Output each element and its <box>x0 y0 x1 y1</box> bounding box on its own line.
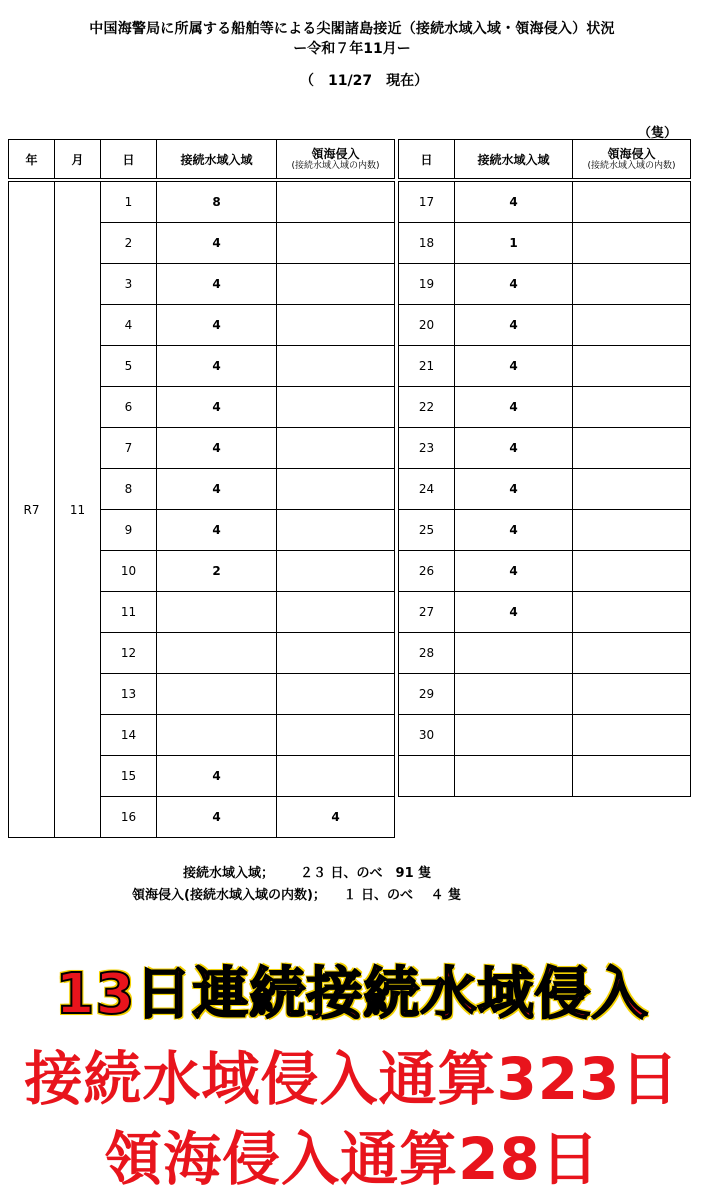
banner-territorial-total: 領海侵入通算28日 <box>104 1125 600 1193</box>
territorial-cell <box>277 387 395 428</box>
table-row <box>399 715 691 756</box>
contiguous-cell: 4 <box>455 592 573 633</box>
summary-contiguous-label: 接続水域入域； <box>183 866 275 881</box>
header-contiguous: 接続水域入域 <box>157 140 277 179</box>
contiguous-cell <box>455 674 573 715</box>
day-cell: 4 <box>101 305 157 346</box>
day-cell: 22 <box>399 387 455 428</box>
contiguous-cell: 4 <box>455 428 573 469</box>
territorial-cell <box>573 510 691 551</box>
day-cell: 9 <box>101 510 157 551</box>
territorial-cell <box>277 633 395 674</box>
contiguous-cell: 4 <box>157 387 277 428</box>
month-cell: 11 <box>55 182 101 838</box>
table-row <box>399 264 691 305</box>
summary-contiguous-value: ２３ 日、のべ 91 隻 <box>300 866 432 881</box>
day-cell: 26 <box>399 551 455 592</box>
header-territorial-main: 領海侵入 <box>311 146 360 161</box>
day-cell <box>399 756 455 797</box>
contiguous-cell: 4 <box>157 305 277 346</box>
contiguous-cell: 4 <box>455 305 573 346</box>
territorial-cell <box>573 223 691 264</box>
header-territorial-sub-right: (接続水域入域の内数) <box>587 160 676 171</box>
day-cell: 27 <box>399 592 455 633</box>
contiguous-cell <box>157 674 277 715</box>
table-row <box>399 305 691 346</box>
territorial-cell <box>573 551 691 592</box>
table-row <box>9 182 395 223</box>
territorial-cell <box>277 428 395 469</box>
contiguous-cell: 1 <box>455 223 573 264</box>
document-title: 中国海警局に所属する船舶等による尖閣諸島接近（接続水域入域・領海侵入）状況 <box>89 21 615 37</box>
day-cell: 11 <box>101 592 157 633</box>
header-territorial-sub: (接続水域入域の内数) <box>291 160 380 171</box>
territorial-cell <box>573 756 691 797</box>
table-row <box>399 469 691 510</box>
as-of-date: （ 11/27 現在） <box>300 73 429 89</box>
territorial-cell <box>573 592 691 633</box>
table-row <box>399 428 691 469</box>
table-row <box>399 346 691 387</box>
territorial-cell <box>277 264 395 305</box>
day-cell: 18 <box>399 223 455 264</box>
day-cell: 17 <box>399 182 455 223</box>
day-cell: 29 <box>399 674 455 715</box>
contiguous-cell: 4 <box>455 346 573 387</box>
contiguous-cell <box>157 715 277 756</box>
territorial-cell <box>277 592 395 633</box>
day-cell: 7 <box>101 428 157 469</box>
contiguous-cell: 4 <box>455 469 573 510</box>
day-cell: 30 <box>399 715 455 756</box>
table-row <box>399 510 691 551</box>
banner-consecutive-days: 13日連続接続水域侵入 <box>55 962 649 1027</box>
table-row <box>399 592 691 633</box>
day-cell: 13 <box>101 674 157 715</box>
contiguous-cell: 8 <box>157 182 277 223</box>
contiguous-cell: 4 <box>455 264 573 305</box>
contiguous-cell: 4 <box>157 510 277 551</box>
contiguous-cell <box>157 633 277 674</box>
territorial-cell <box>573 387 691 428</box>
day-cell: 21 <box>399 346 455 387</box>
right-data-table <box>398 139 691 797</box>
banner-contiguous-total: 接続水域侵入通算323日 <box>24 1045 680 1113</box>
territorial-cell <box>277 756 395 797</box>
table-row <box>399 182 691 223</box>
day-cell: 28 <box>399 633 455 674</box>
header-territorial <box>277 140 395 179</box>
day-cell: 2 <box>101 223 157 264</box>
territorial-cell <box>573 305 691 346</box>
day-cell: 8 <box>101 469 157 510</box>
contiguous-cell: 4 <box>455 551 573 592</box>
table-row <box>399 674 691 715</box>
day-cell: 10 <box>101 551 157 592</box>
left-header-row <box>9 140 395 179</box>
year-cell: R7 <box>9 182 55 838</box>
table-row <box>399 387 691 428</box>
day-cell: 14 <box>101 715 157 756</box>
contiguous-cell: 4 <box>157 346 277 387</box>
territorial-cell <box>277 346 395 387</box>
territorial-cell <box>277 551 395 592</box>
territorial-cell <box>573 633 691 674</box>
contiguous-cell: 4 <box>157 223 277 264</box>
header-day: 日 <box>101 140 157 179</box>
day-cell: 16 <box>101 797 157 838</box>
day-cell: 6 <box>101 387 157 428</box>
territorial-cell <box>573 469 691 510</box>
contiguous-cell <box>157 592 277 633</box>
summary-territorial-value: １ 日、のべ ４ 隻 <box>343 888 461 903</box>
territorial-cell <box>277 715 395 756</box>
contiguous-cell: 2 <box>157 551 277 592</box>
contiguous-cell: 4 <box>157 428 277 469</box>
contiguous-cell: 4 <box>455 182 573 223</box>
table-row <box>399 223 691 264</box>
day-cell: 12 <box>101 633 157 674</box>
right-header-row <box>399 140 691 179</box>
table-row <box>399 633 691 674</box>
right-table-body <box>399 182 691 797</box>
contiguous-cell: 4 <box>157 756 277 797</box>
left-table-body <box>9 182 395 838</box>
day-cell: 24 <box>399 469 455 510</box>
document-subtitle: ー令和７年11月ー <box>293 41 411 57</box>
summary-contiguous <box>183 862 704 881</box>
territorial-cell <box>277 305 395 346</box>
header-month: 月 <box>55 140 101 179</box>
header-contiguous-right: 接続水域入域 <box>455 140 573 179</box>
day-cell: 19 <box>399 264 455 305</box>
contiguous-cell: 4 <box>455 387 573 428</box>
header-day-right: 日 <box>399 140 455 179</box>
contiguous-cell <box>455 633 573 674</box>
header-year: 年 <box>9 140 55 179</box>
header-territorial-main-right: 領海侵入 <box>607 146 656 161</box>
contiguous-cell <box>455 756 573 797</box>
territorial-cell <box>573 428 691 469</box>
territorial-cell <box>277 182 395 223</box>
day-cell: 3 <box>101 264 157 305</box>
day-cell: 5 <box>101 346 157 387</box>
summary-territorial <box>132 884 704 903</box>
table-row <box>399 551 691 592</box>
contiguous-cell: 4 <box>157 797 277 838</box>
territorial-cell <box>573 715 691 756</box>
day-cell: 23 <box>399 428 455 469</box>
territorial-cell: 4 <box>277 797 395 838</box>
day-cell: 20 <box>399 305 455 346</box>
territorial-cell <box>573 264 691 305</box>
territorial-cell <box>277 469 395 510</box>
contiguous-cell: 4 <box>157 264 277 305</box>
territorial-cell <box>573 674 691 715</box>
contiguous-cell: 4 <box>455 510 573 551</box>
header-territorial-right <box>573 140 691 179</box>
contiguous-cell: 4 <box>157 469 277 510</box>
territorial-cell <box>277 223 395 264</box>
territorial-cell <box>277 674 395 715</box>
day-cell: 1 <box>101 182 157 223</box>
unit-label: （隻） <box>638 126 678 141</box>
contiguous-cell <box>455 715 573 756</box>
summary-territorial-label: 領海侵入(接続水域入域の内数)； <box>132 888 326 903</box>
territorial-cell <box>573 182 691 223</box>
left-data-table <box>8 139 395 838</box>
day-cell: 25 <box>399 510 455 551</box>
table-row <box>399 756 691 797</box>
territorial-cell <box>573 346 691 387</box>
day-cell: 15 <box>101 756 157 797</box>
territorial-cell <box>277 510 395 551</box>
